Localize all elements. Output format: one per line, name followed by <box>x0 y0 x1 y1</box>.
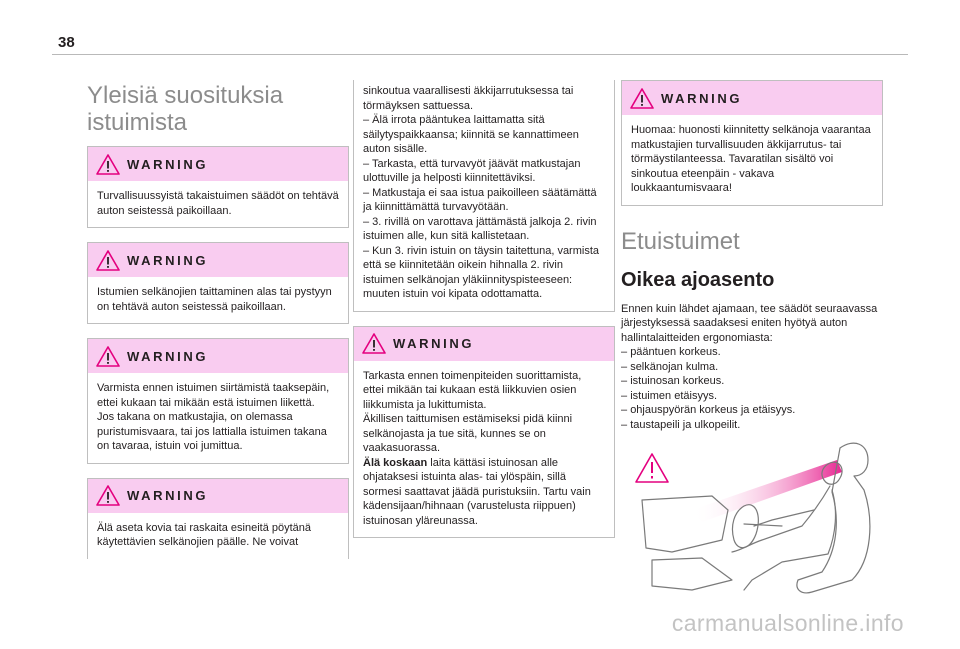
warning-header <box>88 479 348 513</box>
column-1 <box>87 80 349 573</box>
warning-text-line: – Älä irrota pääntukea laittamatta sitä säilytyspaikkaansa; kiinnitä se kannattimeen auton sisälle. <box>363 114 579 155</box>
warning-text-rest: laita kättäsi istuinosan alle ohjataksesi istuinta alas- tai ylöspäin, sillä sormesi saattavat jäädä puristuksiin. Tartu vain kädensijaan/hihnaan (varustelusta riippuen) istuinosan yläreunassa. <box>363 456 591 527</box>
sightline-beam <box>692 460 842 522</box>
warning-triangle-icon <box>96 154 120 175</box>
bold-emphasis: Älä koskaan <box>363 456 428 469</box>
header-rule <box>52 54 908 55</box>
list-item: – istuinosan korkeus. <box>621 374 883 389</box>
warning-text: Istumien selkänojien taittaminen alas tai pystyyn on tehtävä auton seistessä paikoillaan. <box>97 286 332 313</box>
list-item: – taustapeili ja ulkopeilit. <box>621 418 883 433</box>
warning-triangle-icon <box>362 333 386 354</box>
warning-box-1 <box>87 146 349 228</box>
warning-triangle-icon <box>96 485 120 506</box>
warning-header <box>622 81 882 115</box>
warning-text-line: – 3. rivillä on varottava jättämästä jalkoja 2. rivin istuimen alle, kun sitä kallistetaan. <box>363 215 597 242</box>
subheading-driving-position: Oikea ajoasento <box>621 268 775 291</box>
warning-header <box>88 339 348 373</box>
warning-label: WARNING <box>127 488 209 503</box>
warning-triangle-icon <box>636 454 668 482</box>
warning-box-6 <box>621 80 883 206</box>
warning-label: WARNING <box>393 336 475 351</box>
warning-box-4 <box>87 478 349 559</box>
warning-text-line: Tarkasta ennen toimenpiteiden suorittamista, ettei mikään tai kukaan estä liikkuvien osien liikkumista ja lukittumista. <box>363 369 582 411</box>
list-item: – istuimen etäisyys. <box>621 389 883 404</box>
warning-box-2 <box>87 242 349 324</box>
warning-text: Huomaa: huonosti kiinnitetty selkänoja vaarantaa matkustajien turvallisuuden äkkijarrutus- tai törmäystilanteessa. Tavaratilan sisältö voi sinkoutua eteenpäin - vakava loukkaantumisvaara! <box>631 124 871 194</box>
intro-text: Ennen kuin lähdet ajamaan, tee säädöt seuraavassa järjestyksessä saadaksesi eniten hyötyä auton hallintalaitteiden ergonomiasta: <box>621 302 878 344</box>
warning-header <box>354 327 614 361</box>
section-title-general-seat-advice: Yleisiä suosituksia istuimista <box>87 82 284 136</box>
adjustment-list <box>621 345 883 432</box>
warning-label: WARNING <box>127 252 209 268</box>
column-2 <box>353 80 615 552</box>
warning-text-line: – Tarkasta, että turvavyöt jäävät matkustajan ulottuville ja helposti kiinnitettäviksi. <box>363 157 581 184</box>
warning-triangle-icon <box>96 250 120 271</box>
warning-header <box>88 243 348 277</box>
warning-text-line: Äkillisen taittumisen estämiseksi pidä kiinni selkänojasta ja tue sitä, kunnes se on vaakasuorassa. <box>363 413 573 454</box>
list-item: – selkänojan kulma. <box>621 360 883 375</box>
column-3 <box>621 80 883 432</box>
warning-text-line: – Matkustaja ei saa istua paikoilleen säätämättä ja kiinnittämättä turvavyötään. <box>363 186 597 213</box>
warning-box-3 <box>87 338 349 464</box>
warning-label: WARNING <box>127 156 209 172</box>
warning-text-line: sinkoutua vaarallisesti äkkijarrutuksessa tai törmäyksen sattuessa. <box>363 85 574 112</box>
section-title-front-seats: Etuistuimet <box>621 227 740 255</box>
warning-text-line <box>363 456 605 529</box>
list-item: – ohjauspyörän korkeus ja etäisyys. <box>621 403 883 418</box>
warning-text-line: Jos takana on matkustajia, on olemassa puristumisvaara, tai jos lattialla istuimen takana on tavaraa, istuin voi jumittua. <box>97 411 327 452</box>
warning-label: WARNING <box>127 348 209 364</box>
page-number: 38 <box>58 34 75 51</box>
warning-label: WARNING <box>661 90 743 106</box>
warning-triangle-icon <box>96 346 120 367</box>
warning-triangle-icon <box>630 88 654 109</box>
driving-position-illustration <box>632 430 880 598</box>
warning-text: Turvallisuussyistä takaistuimen säädöt on tehtävä auton seistessä paikoillaan. <box>97 190 339 217</box>
watermark: carmanualsonline.info <box>671 610 904 636</box>
warning-text-line: Varmista ennen istuimen siirtämistä taaksepäin, ettei kukaan tai mikään estä istuimen liikettä. <box>97 382 330 409</box>
warning-header <box>88 147 348 181</box>
warning-box-5 <box>353 326 615 539</box>
list-item: – pääntuen korkeus. <box>621 345 883 360</box>
warning-text-line: – Kun 3. rivin istuin on täysin taitettuna, varmista että se kiinnitetään oikein hihnalla 2. rivin istuimen selkänojan yläkiinnityspisteeseen: muuten istuin voi kipata odottamatta. <box>363 244 600 300</box>
warning-text: Älä aseta kovia tai raskaita esineitä pöytänä käytettävien selkänojien päälle. Ne voivat <box>97 521 312 548</box>
warning-box-4-continued <box>353 80 615 312</box>
